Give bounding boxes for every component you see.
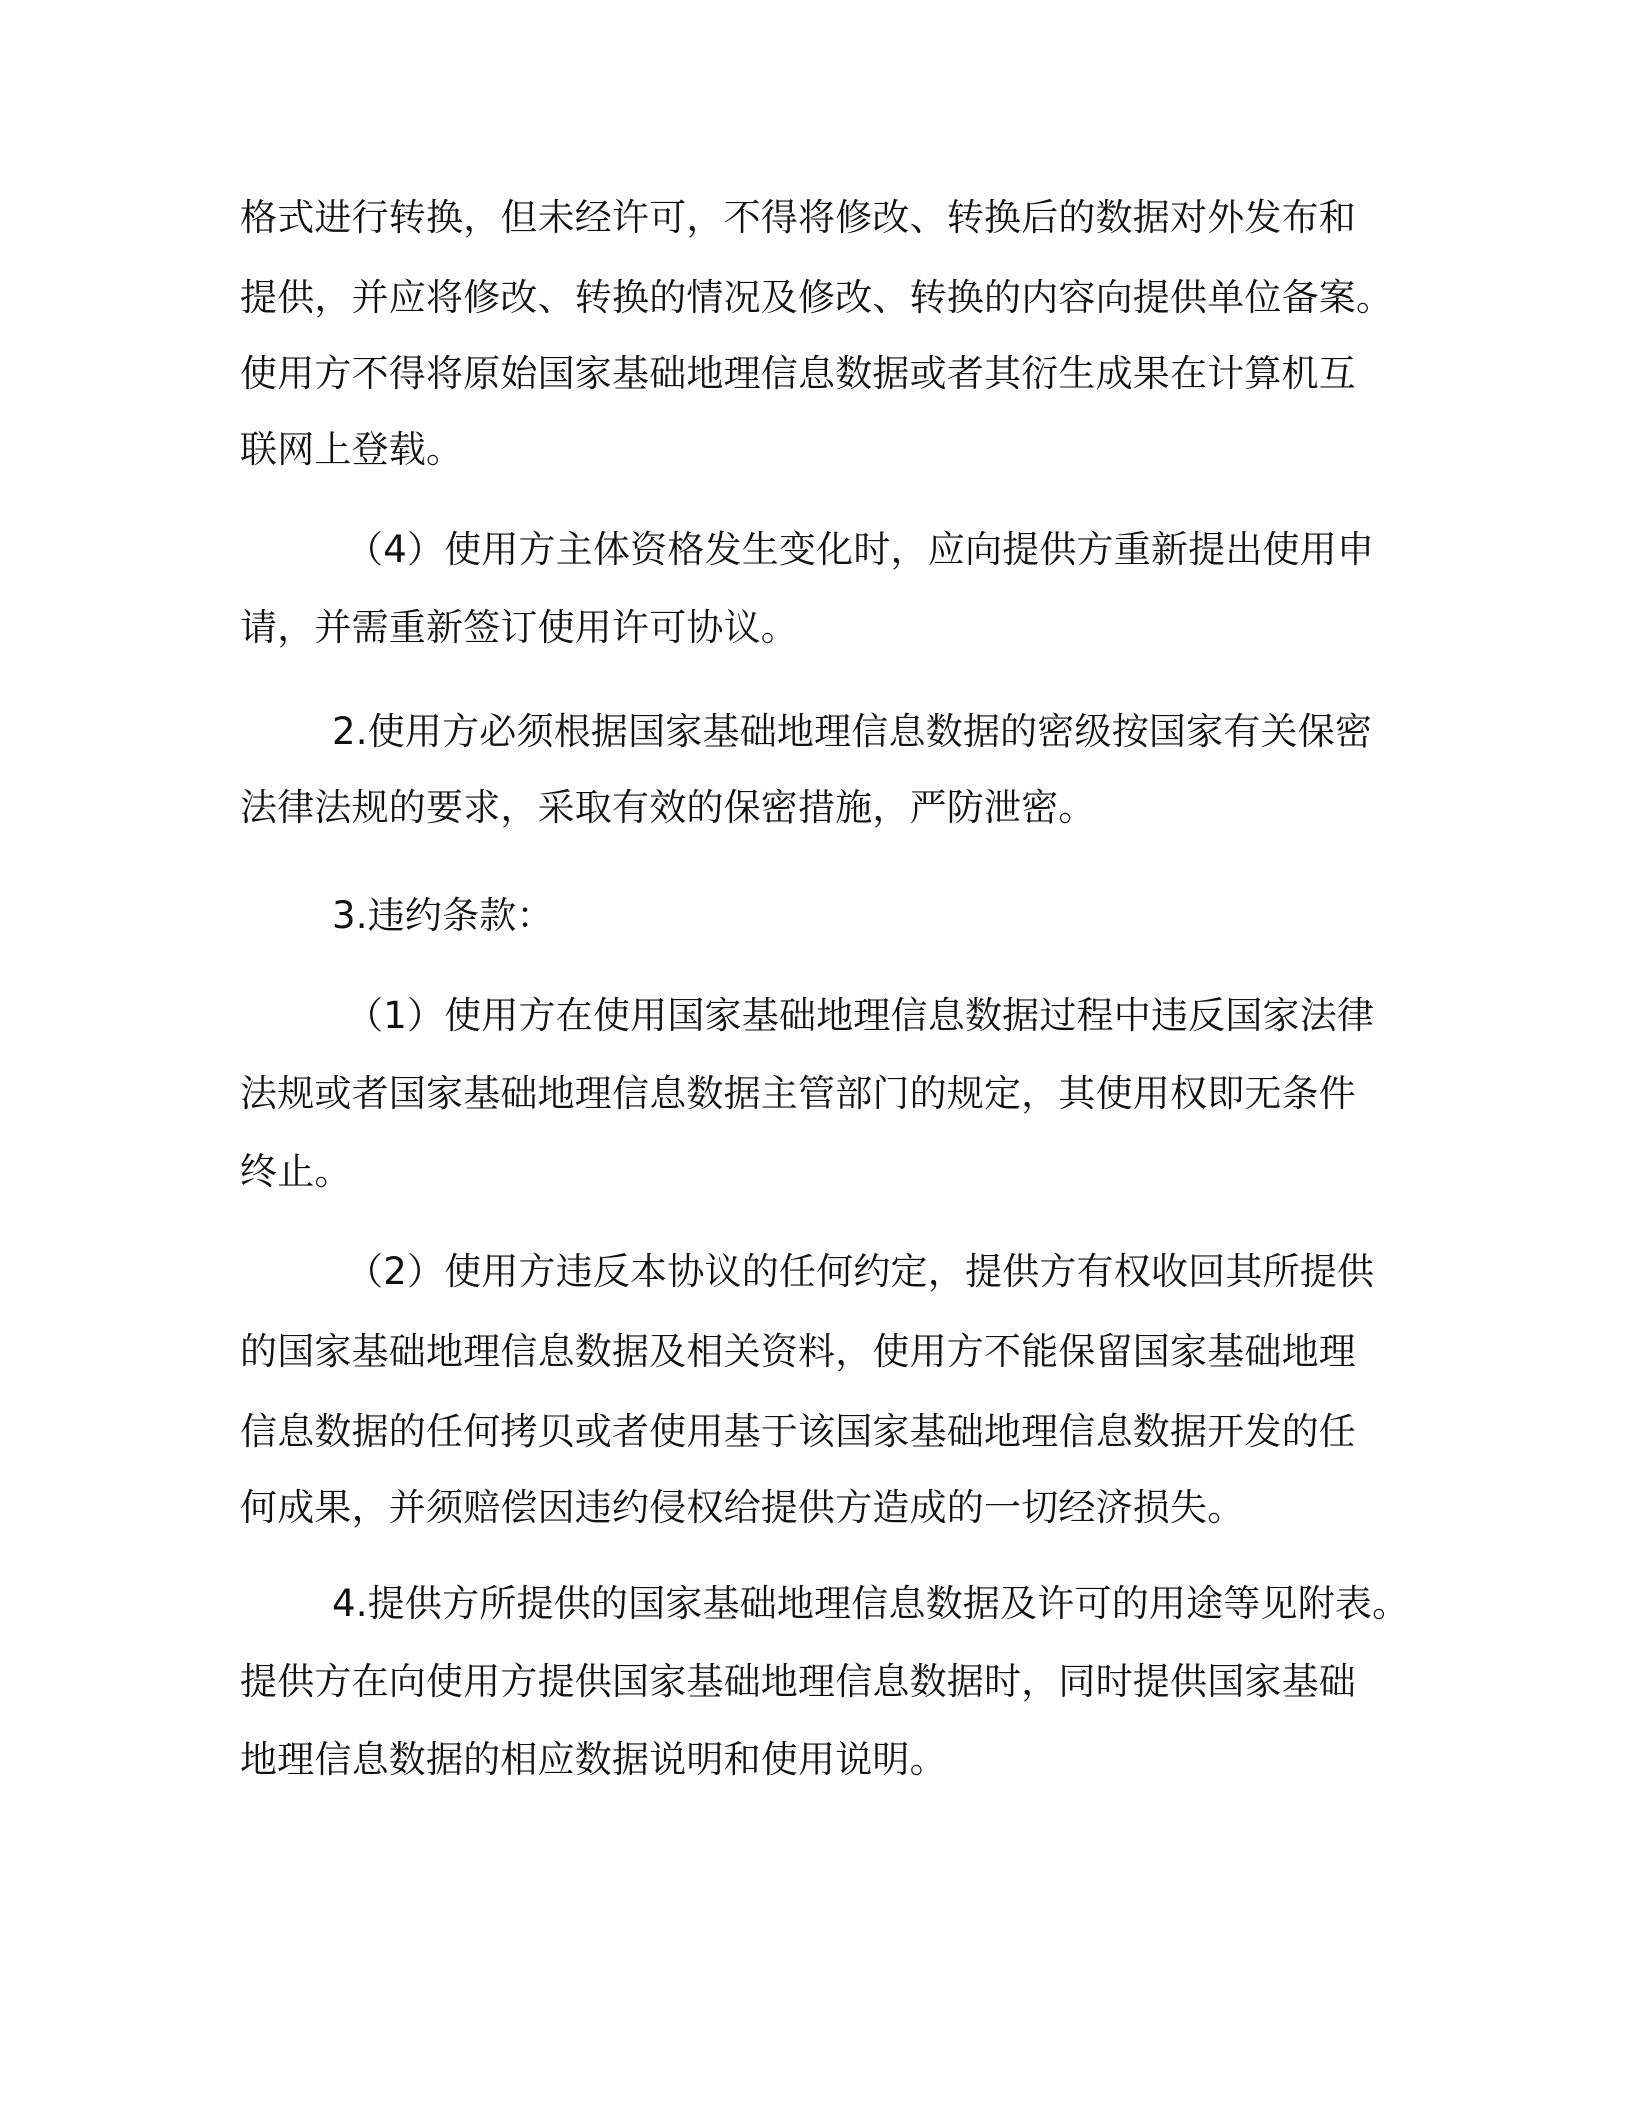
text-line: （1）使用方在使用国家基础地理信息数据过程中违反国家法律 [346,994,1375,1037]
text-line: 信息数据的任何拷贝或者使用基于该国家基础地理信息数据开发的任 [240,1410,1356,1453]
text-line: （2）使用方违反本协议的任何约定，提供方有权收回其所提供 [346,1250,1375,1293]
text-line: 地理信息数据的相应数据说明和使用说明。 [240,1738,947,1781]
text-line: 使用方不得将原始国家基础地理信息数据或者其衍生成果在计算机互 [240,352,1356,395]
text-line: 法律法规的要求，采取有效的保密措施，严防泄密。 [240,786,1096,829]
text-line: 2.使用方必须根据国家基础地理信息数据的密级按国家有关保密 [332,710,1373,753]
text-line: （4）使用方主体资格发生变化时，应向提供方重新提出使用申 [346,528,1375,571]
text-line: 3.违约条款： [332,894,554,937]
text-line: 4.提供方所提供的国家基础地理信息数据及许可的用途等见附表。 [332,1582,1410,1625]
text-line: 请，并需重新签订使用许可协议。 [240,606,798,649]
text-line: 提供方在向使用方提供国家基础地理信息数据时，同时提供国家基础 [240,1660,1356,1703]
text-line: 法规或者国家基础地理信息数据主管部门的规定，其使用权即无条件 [240,1072,1356,1115]
text-line: 联网上登载。 [240,428,464,471]
text-line: 的国家基础地理信息数据及相关资料，使用方不能保留国家基础地理 [240,1330,1356,1373]
text-line: 格式进行转换，但未经许可，不得将修改、转换后的数据对外发布和 [240,196,1356,239]
text-line: 何成果，并须赔偿因违约侵权给提供方造成的一切经济损失。 [240,1486,1245,1529]
text-line: 提供，并应将修改、转换的情况及修改、转换的内容向提供单位备案。 [240,276,1394,319]
text-line: 终止。 [240,1150,352,1193]
